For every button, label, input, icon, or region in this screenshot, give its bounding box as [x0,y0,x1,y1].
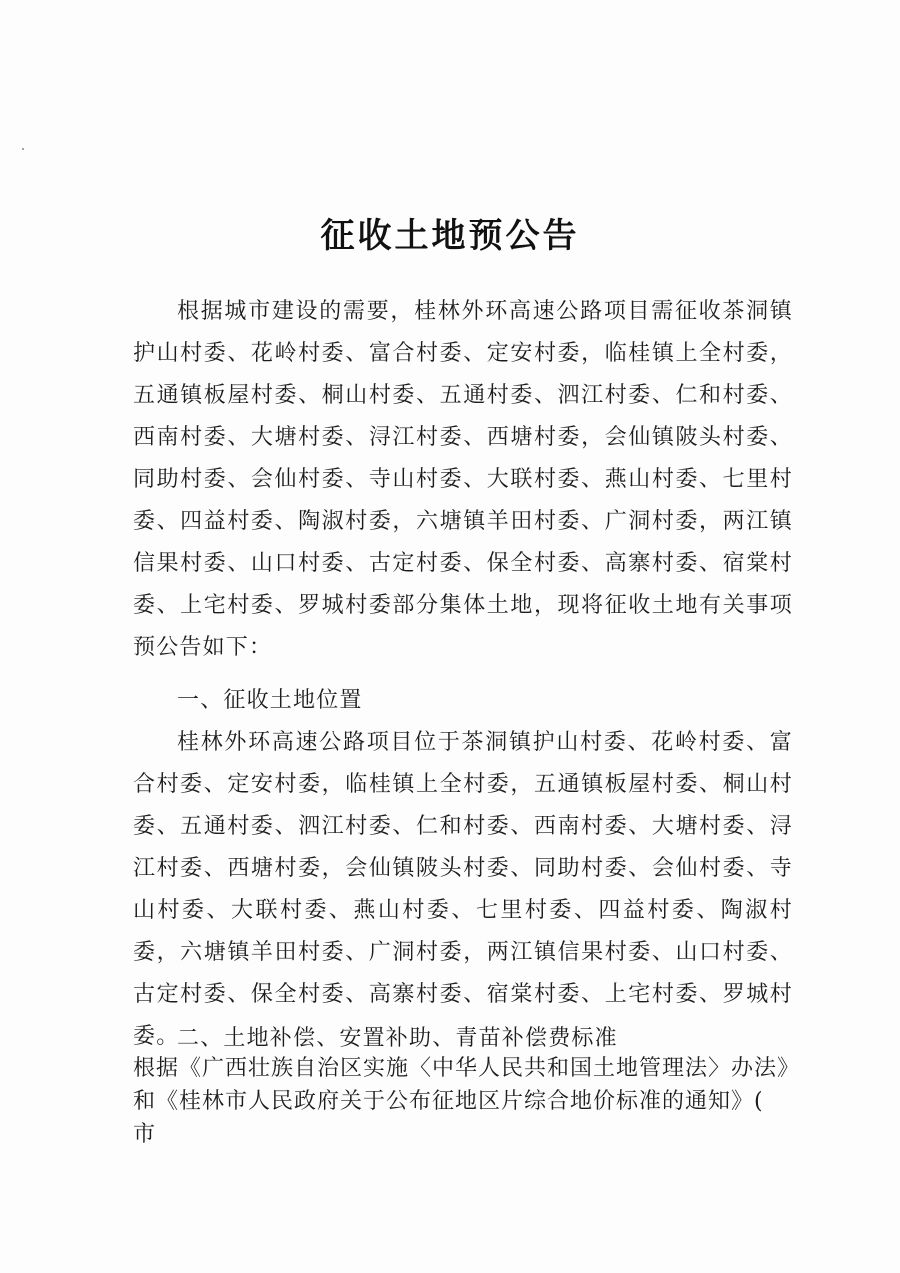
section1-body [133,722,793,1058]
section1-heading: 一、征收土地位置 [177,688,363,713]
intro-paragraph-text: 根据城市建设的需要，桂林外环高速公路项目需征收茶洞镇护山村委、花岭村委、富合村委、定安村委，临桂镇上全村委，五通镇板屋村委、桐山村委、五通村委、泗江村委、仁和村委、西南村委、大塘村委、浔江村委、西塘村委，会仙镇陂头村委、同助村委、会仙村委、寺山村委、大联村委、燕山村委、七里村委、四益村委、陶淑村委，六塘镇羊田村委、广洞村委，两江镇信果村委、山口村委、古定村委、保全村委、高寨村委、宿棠村委、上宅村委、罗城村委部分集体土地，现将征收土地有关事项预公告如下： [133,299,793,660]
section2-body-text: 根据《广西壮族自治区实施〈中华人民共和国土地管理法〉办法》和《桂林市人民政府关于公布征地区片综合地价标准的通知》( 市 [133,1056,790,1147]
section2-heading: 二、土地补偿、安置补助、青苗补偿费标准 [177,1026,618,1051]
intro-paragraph [133,291,793,669]
section1-heading-block [133,680,793,722]
document-title: 征收土地预公告 [320,216,580,256]
section1-body-text: 桂林外环高速公路项目位于茶洞镇护山村委、花岭村委、富合村委、定安村委，临桂镇上全村委，五通镇板屋村委、桐山村委、五通村委、泗江村委、仁和村委、西南村委、大塘村委、浔江村委、西塘村委，会仙镇陂头村委、同助村委、会仙村委、寺山村委、大联村委、燕山村委、七里村委、四益村委、陶淑村委，六塘镇羊田村委、广洞村委，两江镇信果村委、山口村委、古定村委、保全村委、高寨村委、宿棠村委、上宅村委、罗城村委。 [133,730,793,1049]
scan-speck [22,148,24,150]
